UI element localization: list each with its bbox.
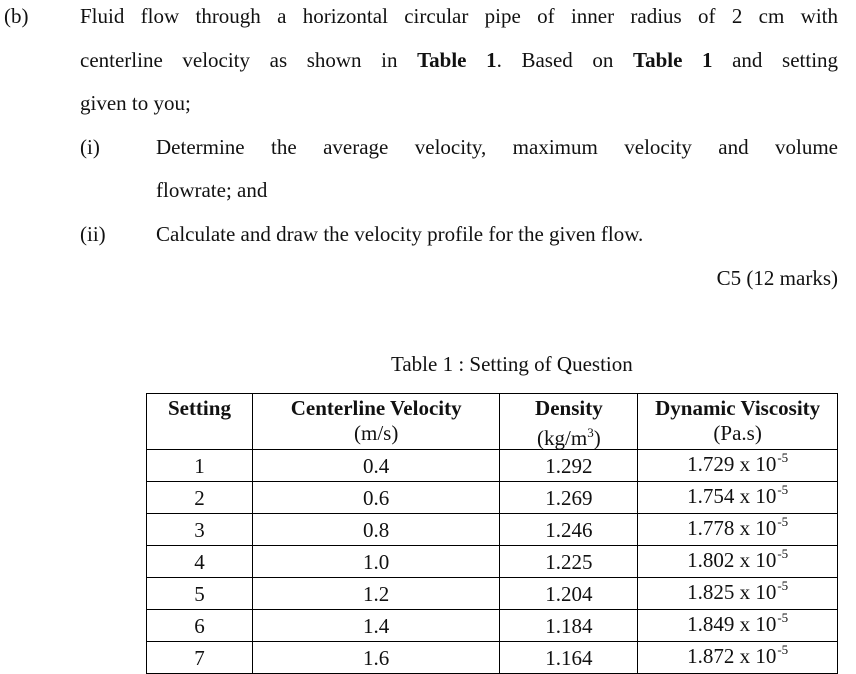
cell-density: 1.246 xyxy=(500,514,638,546)
table-reference: Table 1 xyxy=(417,48,497,72)
table-row xyxy=(147,482,838,514)
table-row xyxy=(147,514,838,546)
header-setting: Setting xyxy=(147,394,253,450)
cell-setting: 4 xyxy=(147,546,253,578)
marks-label: C5 (12 marks) xyxy=(716,266,838,290)
question-text: . Based on xyxy=(496,48,614,72)
cell-velocity: 0.6 xyxy=(252,482,500,514)
table-row xyxy=(147,610,838,642)
question-text: and setting xyxy=(732,48,839,72)
cell-viscosity: 1.872 x $10^{-5}$ xyxy=(638,642,838,674)
cell-setting: 6 xyxy=(147,610,253,642)
subpart-label-ii: (ii) xyxy=(80,222,106,246)
question-line-1: Fluid flow through a horizontal circular pipe of inner radius of 2 cm with xyxy=(80,4,838,28)
cell-density: 1.269 xyxy=(500,482,638,514)
cell-viscosity: 1.849 x $10^{-5}$ xyxy=(638,610,838,642)
settings-table xyxy=(146,393,838,674)
cell-setting: 7 xyxy=(147,642,253,674)
subpart-i-line-2: flowrate; and xyxy=(156,178,268,202)
header-density: Density $(kg/m^3)$ xyxy=(500,394,638,450)
table-row xyxy=(147,578,838,610)
cell-viscosity: 1.802 x $10^{-5}$ xyxy=(638,546,838,578)
cell-viscosity: 1.778 x $10^{-5}$ xyxy=(638,514,838,546)
cell-setting: 3 xyxy=(147,514,253,546)
cell-density: 1.184 xyxy=(500,610,638,642)
table-caption: Table 1 : Setting of Question xyxy=(391,352,633,376)
cell-viscosity: 1.754 x $10^{-5}$ xyxy=(638,482,838,514)
unit-viscosity: (Pa.s) xyxy=(713,421,762,445)
cell-density: 1.164 xyxy=(500,642,638,674)
cell-velocity: 1.6 xyxy=(252,642,500,674)
header-centerline-velocity: Centerline Velocity (m/s) xyxy=(252,394,500,450)
table-row xyxy=(147,546,838,578)
cell-viscosity: 1.729 x $10^{-5}$ xyxy=(638,450,838,482)
cell-density: 1.204 xyxy=(500,578,638,610)
cell-setting: 2 xyxy=(147,482,253,514)
cell-velocity: 0.4 xyxy=(252,450,500,482)
subpart-ii-line-1: Calculate and draw the velocity profile for the given flow. xyxy=(156,222,644,246)
question-line-2 xyxy=(80,47,838,73)
unit-velocity: (m/s) xyxy=(354,421,399,445)
cell-velocity: 1.0 xyxy=(252,546,500,578)
cell-density: 1.292 xyxy=(500,450,638,482)
cell-density: 1.225 xyxy=(500,546,638,578)
table-header-row xyxy=(147,394,838,450)
unit-density: $(kg/m^3)$ xyxy=(537,425,601,450)
part-label: (b) xyxy=(4,4,29,28)
cell-velocity: 1.4 xyxy=(252,610,500,642)
table-reference: Table 1 xyxy=(632,48,713,72)
subpart-label-i: (i) xyxy=(80,135,100,159)
cell-setting: 5 xyxy=(147,578,253,610)
cell-viscosity: 1.825 x $10^{-5}$ xyxy=(638,578,838,610)
cell-velocity: 0.8 xyxy=(252,514,500,546)
cell-velocity: 1.2 xyxy=(252,578,500,610)
header-dynamic-viscosity: Dynamic Viscosity (Pa.s) xyxy=(638,394,838,450)
question-text: centerline velocity as shown in xyxy=(80,48,398,72)
subpart-i-line-1: Determine the average velocity, maximum velocity and volume xyxy=(156,135,838,159)
cell-setting: 1 xyxy=(147,450,253,482)
table-row xyxy=(147,450,838,482)
table-row xyxy=(147,642,838,674)
question-line-3: given to you; xyxy=(80,91,191,115)
